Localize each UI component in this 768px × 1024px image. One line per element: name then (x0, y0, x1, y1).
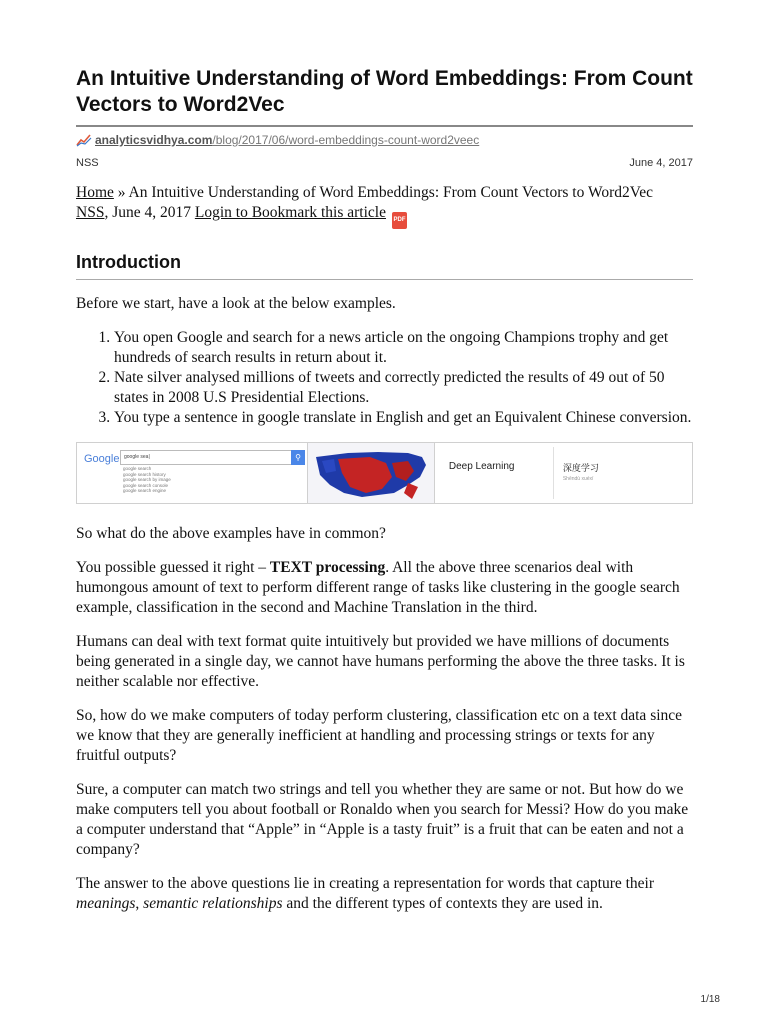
title-divider (76, 125, 693, 127)
list-item: 1. You open Google and search for a news article on the ongoing Champions trophy and get hundreds of search results in return about it. (114, 328, 693, 368)
paragraph-italic-text: semantic relationships (143, 895, 283, 912)
paragraph-text: You possible guessed it right – (76, 559, 270, 576)
translate-pinyin-text: Shēndù xuéxí (562, 476, 594, 482)
translate-panel (435, 443, 692, 503)
paragraph-bold-text: TEXT processing (269, 559, 386, 576)
election-map-panel (308, 443, 435, 503)
byline (76, 203, 693, 229)
list-item: 3. You type a sentence in google translate in English and get an Equivalent Chinese conversion. (114, 408, 693, 428)
pdf-icon[interactable]: PDF (392, 212, 407, 229)
paragraph-italic-text: meanings (76, 895, 136, 912)
search-suggestions (123, 466, 171, 494)
section-divider (76, 279, 693, 280)
list-item: google search console (123, 482, 169, 488)
source-domain-link[interactable]: analyticsvidhya.com (95, 133, 213, 147)
document-page (76, 0, 693, 914)
trend-chart-icon (76, 133, 92, 147)
paragraph-text: , (135, 895, 144, 912)
list-item: 2. Nate silver analysed millions of tweets and correctly predicted the results of 49 out of 50 states in 2008 U.S Presidential Elections. (114, 368, 693, 408)
examples-figure (76, 442, 693, 504)
bookmark-link[interactable]: Login to Bookmark this article (194, 204, 386, 221)
translate-target-text: 深度学习 (562, 464, 599, 474)
page-number: 1/18 (700, 994, 720, 1005)
meta-date: June 4, 2017 (629, 157, 693, 169)
breadcrumb-home-link[interactable]: Home (76, 184, 114, 201)
paragraph-text: The answer to the above questions lie in creating a representation for words that capture their (76, 875, 655, 892)
us-election-map-image (308, 443, 434, 503)
google-search-panel (77, 443, 308, 503)
paragraph: Sure, a computer can match two strings and tell you whether they are same or not. But how do we make computers tell you about football or Ronaldo when you search for Messi? How do you make a computer understand that “Apple” in “Apple is a tasty fruit” is a fruit that can be eaten and not a company? (76, 781, 689, 858)
byline-date: , June 4, 2017 (104, 204, 195, 221)
source-line (76, 131, 693, 149)
translate-divider (553, 447, 554, 499)
section-heading-introduction: Introduction (76, 252, 181, 272)
page-title: An Intuitive Understanding of Word Embeddings: From Count Vectors to Word2Vec (76, 67, 693, 116)
list-item: google search engine (123, 488, 167, 493)
list-item: google search by image (123, 477, 171, 482)
breadcrumb-separator: » (113, 184, 129, 201)
paragraph: So what do the above examples have in common? (76, 525, 386, 542)
paragraph-text: and the different types of contexts they are used in. (282, 895, 603, 912)
paragraph (76, 558, 693, 618)
paragraph: Humans can deal with text format quite intuitively but provided we have millions of documents being generated in a single day, we cannot have humans performing the above the three tasks. It is neither scalable nor effective. (76, 633, 685, 690)
paragraph: So, how do we make computers of today perform clustering, classification etc on a text data since we know that they are generally inefficient at handling and processing strings or texts for any fruitful outputs? (76, 707, 683, 764)
source-path-link[interactable]: /blog/2017/06/word-embeddings-count-word2veec (212, 133, 480, 147)
paragraph (76, 874, 693, 914)
byline-author-link[interactable]: NSS (76, 204, 105, 221)
meta-row (76, 157, 693, 169)
list-item: google search history (123, 471, 166, 477)
google-logo: Google (84, 453, 120, 465)
search-icon: ⚲ (291, 450, 305, 465)
breadcrumb (76, 183, 693, 203)
breadcrumb-current: An Intuitive Understanding of Word Embeddings: From Count Vectors to Word2Vec (128, 184, 653, 201)
search-box-image: google sea| (120, 450, 301, 465)
list-item: google search (123, 466, 152, 471)
intro-lead: Before we start, have a look at the below examples. (76, 295, 396, 312)
paragraph-text: . All the above three scenarios deal with humongous amount of text to perform different range of tasks like clustering in the google search example, classification in the second and Machine Translation in the third. (76, 559, 680, 616)
meta-author: NSS (76, 157, 99, 169)
translate-source-text: Deep Learning (448, 461, 515, 472)
examples-list (76, 328, 693, 428)
